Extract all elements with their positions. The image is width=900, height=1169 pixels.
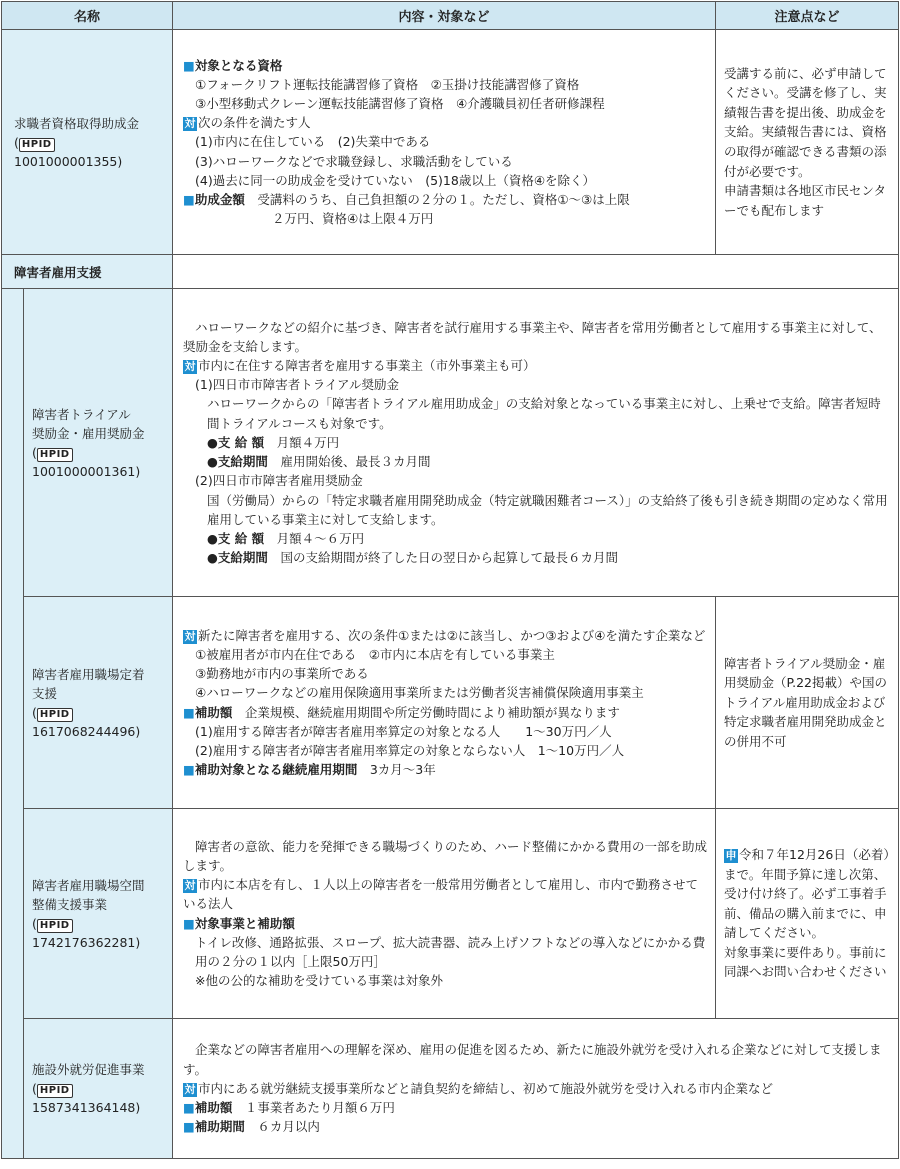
hp-id-icon: HPID xyxy=(37,919,73,933)
name-cell: 障害者雇用職場定着 支援 ( HPID 1617068244496) xyxy=(24,597,173,809)
program-id: 1001000001355) xyxy=(14,153,123,169)
label: ●支給期間 xyxy=(207,454,268,470)
label: ●支 給 額 xyxy=(207,530,265,546)
label: ●支給期間 xyxy=(207,550,268,566)
text-line: ③小型移動式クレーン運転技能講習修了資格 ④介護職員初任者研修課程 xyxy=(195,95,605,111)
hp-id-icon: HPID xyxy=(37,448,73,462)
section-blank xyxy=(173,255,899,289)
text-line: ６カ月以内 xyxy=(244,1119,320,1135)
text-line: (2)雇用する障害者が障害者雇用率算定の対象とならない人 1〜10万円／人 xyxy=(195,742,625,758)
label: ■補助額 xyxy=(183,704,233,720)
target-icon: 対 xyxy=(184,360,196,374)
content-cell: ■対象となる資格 ①フォークリフト運転技能講習修了資格 ②玉掛け技能講習修了資格 ③小型移動式クレーン運転技能講習修了資格 ④介護職員初任者研修課程 対 次の条件を満たす人 (1)市内に在住している (2)失業中である (3)ハローワークなどで求職登録し、求職活動をしている (4)過去に同一の助成金を受けていない (5)18歳以上（資格④を除く） ■助成金額 受講料のうち、自己負担額の２分の１。ただし、資格①〜③は上限 ２万円、資格④は上限４万円 xyxy=(173,30,716,255)
section-title: 障害者雇用支援 xyxy=(2,255,173,289)
program-name: 整備支援事業 xyxy=(32,896,108,912)
label: ■補助額 xyxy=(183,1100,233,1116)
name-cell: 障害者雇用職場空間 整備支援事業 ( HPID 1742176362281) xyxy=(24,809,173,1019)
name-cell: 障害者トライアル 奨励金・雇用奨励金 ( HPID 1001000001361) xyxy=(24,289,173,597)
text-line: 障害者の意欲、能力を発揮できる職場づくりのため、ハード整備にかかる費用の一部を助成します。 xyxy=(183,838,708,873)
text-line: ２万円、資格④は上限４万円 xyxy=(272,211,434,227)
program-name: 施設外就労促進事業 xyxy=(32,1062,145,1077)
content-cell xyxy=(173,809,716,1019)
text-line: (2)四日市市障害者雇用奨励金 xyxy=(195,473,363,489)
text-line: 国（労働局）からの「特定求職者雇用開発助成金（特定就職困難者コース）」の支給終了後も引き続き期間の定めなく常用雇用している事業主に対して支給します。 xyxy=(207,492,888,527)
text-line: 雇用開始後、最長３カ月間 xyxy=(267,454,431,470)
text-line: 企業規模、継続雇用期間や所定労働時間により補助額が異なります xyxy=(232,704,620,720)
content-cell xyxy=(173,289,899,597)
text-line: (1)四日市市障害者トライアル奨励金 xyxy=(195,377,399,393)
header-notes: 注意点など xyxy=(716,2,899,30)
header-row xyxy=(2,2,899,30)
table-row xyxy=(2,289,899,597)
text-line: 企業などの障害者雇用への理解を深め、雇用の促進を図るため、新たに施設外就労を受け入れる企業などに対して支援します。 xyxy=(183,1042,882,1077)
text-line: ①被雇用者が市内在住である ②市内に本店を有している事業主 xyxy=(195,646,555,662)
text-line: ※他の公的な補助を受けている事業は対象外 xyxy=(195,973,443,989)
text-line: (1)市内に在住している (2)失業中である xyxy=(195,134,431,150)
hp-id-icon: HPID xyxy=(37,1084,73,1098)
text-line: 国の支給期間が終了した日の翌日から起算して最長６カ月間 xyxy=(267,550,618,566)
hp-id-icon: HPID xyxy=(37,708,73,722)
text-line: 3カ月〜3年 xyxy=(357,762,436,778)
text-line: ハローワークなどの紹介に基づき、障害者を試行雇用する事業主や、障害者を常用労働者として雇用する事業主に対して、奨励金を支給します。 xyxy=(183,319,882,354)
note-text: 申請書類は各地区市民センターでも配布します xyxy=(724,183,887,218)
name-cell: 施設外就労促進事業 ( HPID 1587341364148) xyxy=(24,1019,173,1159)
section-row xyxy=(2,255,899,289)
note-text: 障害者トライアル奨励金・雇用奨励金（P.22掲載）や国のトライアル雇用助成金および特定求職者雇用開発助成金との併用不可 xyxy=(724,655,887,749)
label: ●支 給 額 xyxy=(207,434,265,450)
text-line: 受講料のうち、自己負担額の２分の１。ただし、資格①〜③は上限 xyxy=(244,192,630,207)
text-line: ④ハローワークなどの雇用保険適用事業所または労働者災害補償保険適用事業主 xyxy=(195,685,644,701)
program-name: 支援 xyxy=(32,685,58,701)
label: ■補助対象となる継続雇用期間 xyxy=(183,762,358,778)
label-amount: ■助成金額 xyxy=(183,192,245,207)
content-cell xyxy=(173,597,716,809)
table-row xyxy=(2,1019,899,1159)
label: ■対象事業と補助額 xyxy=(183,915,295,931)
text-line: 市内にある就労継続支援事業所などと請負契約を締結し、初めて施設外就労を受け入れる市内企業など xyxy=(198,1080,774,1096)
note-cell xyxy=(716,597,899,809)
text-line: 新たに障害者を雇用する、次の条件①または②に該当し、かつ③および④を満たす企業など xyxy=(198,627,706,643)
label: ■補助期間 xyxy=(183,1119,245,1135)
text-line: １事業者あたり月額６万円 xyxy=(232,1100,395,1116)
note-text: 令和７年12月26日（必着）まで。年間予算に達し次第、受け付け終了。必ず工事着手前、備品の購入前までに、申請してください。 xyxy=(724,846,890,941)
target-icon: 対 xyxy=(184,1082,196,1096)
hp-id-icon: HPID xyxy=(19,138,55,152)
table-row xyxy=(2,30,899,255)
subsidy-table xyxy=(1,1,899,1159)
header-content: 内容・対象など xyxy=(173,2,716,30)
note-cell xyxy=(716,30,899,255)
header-name: 名称 xyxy=(2,2,173,30)
program-name: 障害者雇用職場定着 xyxy=(32,666,145,682)
section-strip xyxy=(2,289,24,1159)
target-icon: 対 xyxy=(184,629,196,643)
program-id: 1587341364148) xyxy=(32,1100,141,1115)
text-line: 次の条件を満たす人 xyxy=(198,115,311,131)
text-line: 月額４万円 xyxy=(264,434,340,450)
text-line: 市内に本店を有し、１人以上の障害者を一般常用労働者として雇用し、市内で勤務させている法人 xyxy=(183,877,699,912)
text-line: 市内に在住する障害者を雇用する事業主（市外事業主も可） xyxy=(198,358,536,374)
note-cell xyxy=(716,809,899,1019)
text-line: (4)過去に同一の助成金を受けていない (5)18歳以上（資格④を除く） xyxy=(195,172,596,188)
program-name: 奨励金・雇用奨励金 xyxy=(32,425,145,441)
target-icon: 対 xyxy=(184,879,196,893)
text-line: (3)ハローワークなどで求職登録し、求職活動をしている xyxy=(195,153,513,169)
program-id: 1617068244496) xyxy=(32,723,141,739)
note-text: 受講する前に、必ず申請してください。受講を修了し、実績報告書を提出後、助成金を支給。実績報告書には、資格の取得が確認できる書類の添付が必要です。 xyxy=(724,65,887,179)
apply-icon: 申 xyxy=(725,848,737,862)
program-id: 1742176362281) xyxy=(32,934,141,950)
content-cell xyxy=(173,1019,899,1159)
program-name: 求職者資格取得助成金 xyxy=(14,115,140,131)
target-icon: 対 xyxy=(184,117,196,131)
program-name: 障害者雇用職場空間 xyxy=(32,877,145,893)
text-line: ①フォークリフト運転技能講習修了資格 ②玉掛け技能講習修了資格 xyxy=(195,76,580,92)
table-row xyxy=(2,597,899,809)
name-cell: 求職者資格取得助成金 ( HPID 1001000001355) xyxy=(2,30,173,255)
table-row xyxy=(2,809,899,1019)
note-text: 対象事業に要件あり。事前に同課へお問い合わせください xyxy=(724,944,887,980)
program-id: 1001000001361) xyxy=(32,463,141,479)
text-line: 月額４〜６万円 xyxy=(264,530,365,546)
text-line: ③勤務地が市内の事業所である xyxy=(195,666,369,682)
text-line: ハローワークからの「障害者トライアル雇用助成金」の支給対象となっている事業主に対し、上乗せで支給。障害者短時間トライアルコースも対象です。 xyxy=(207,396,881,431)
program-name: 障害者トライアル xyxy=(32,406,131,422)
text-line: トイレ改修、通路拡張、スロープ、拡大読書器、読み上げソフトなどの導入などにかかる費用の２分の１以内［上限50万円］ xyxy=(195,934,706,969)
text-line: (1)雇用する障害者が障害者雇用率算定の対象となる人 1〜30万円／人 xyxy=(195,723,612,739)
